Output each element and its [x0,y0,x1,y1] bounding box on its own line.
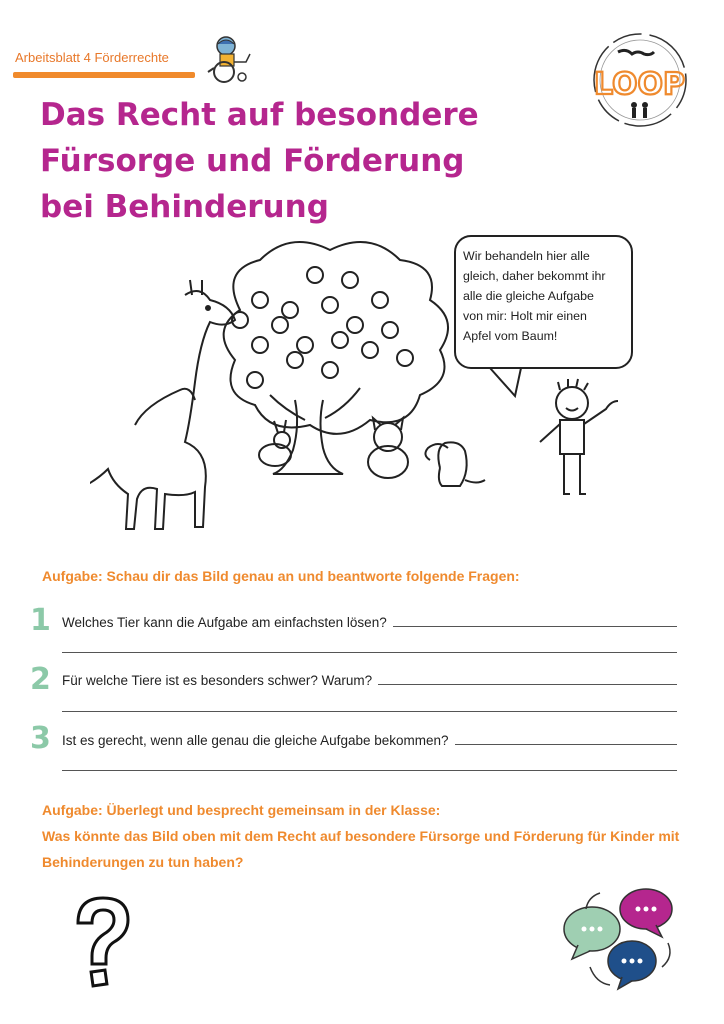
boy [540,379,618,494]
task-line: Was könnte das Bild oben mit dem Recht auf besondere Fürsorge und Förderung für Kinder mit [42,828,680,844]
question-number: 2 [30,662,51,697]
title-line: Fürsorge und Förderung [40,143,465,179]
answer-line[interactable] [62,711,677,712]
speech-bubble-text [463,246,629,346]
giraffe [90,280,235,529]
question-number: 3 [30,721,51,756]
question-text: Für welche Tiere ist es besonders schwer? Warum? [62,673,373,688]
question-text: Welches Tier kann die Aufgabe am einfachsten lösen? [62,615,387,630]
title-line: Das Recht auf besondere [40,97,479,133]
answer-line[interactable] [62,652,677,653]
task-line: Aufgabe: Überlegt und besprecht gemeinsam in der Klasse: [42,802,441,818]
logo-text: LOOP [594,67,686,102]
dog [425,442,485,486]
question-text: Ist es gerecht, wenn alle genau die gleiche Aufgabe bekommen? [62,733,449,748]
worksheet-label: Arbeitsblatt 4 Förderrechte [15,50,169,65]
bubble-line: Wir behandeln hier alle [463,249,590,263]
apple-tree [224,242,448,474]
answer-blank[interactable] [378,683,677,685]
wheelchair-child-icon [200,32,258,84]
bubble-line: von mir: Holt mir einen [463,309,587,323]
answer-line[interactable] [62,770,677,771]
page-title [40,92,560,230]
answer-blank[interactable] [393,625,677,627]
bubble-line: alle die gleiche Aufgabe [463,289,594,303]
bubble-line: gleich, daher bekommt ihr [463,269,606,283]
question-mark-icon [66,893,136,993]
answer-blank[interactable] [455,743,677,745]
bubble-line: Apfel vom Baum! [463,329,558,343]
question-line [62,728,677,748]
question-line [62,610,677,630]
question-line [62,668,677,688]
loop-logo [588,30,694,130]
discussion-task [42,797,682,875]
header-underline [13,72,195,78]
cat [368,418,408,478]
question-number: 1 [30,603,51,638]
title-line: bei Behinderung [40,189,329,225]
task-instruction: Aufgabe: Schau dir das Bild genau an und beantworte folgende Fragen: [42,568,520,584]
task-line: Behinderungen zu tun haben? [42,854,244,870]
discussion-bubbles-icon [560,883,680,995]
